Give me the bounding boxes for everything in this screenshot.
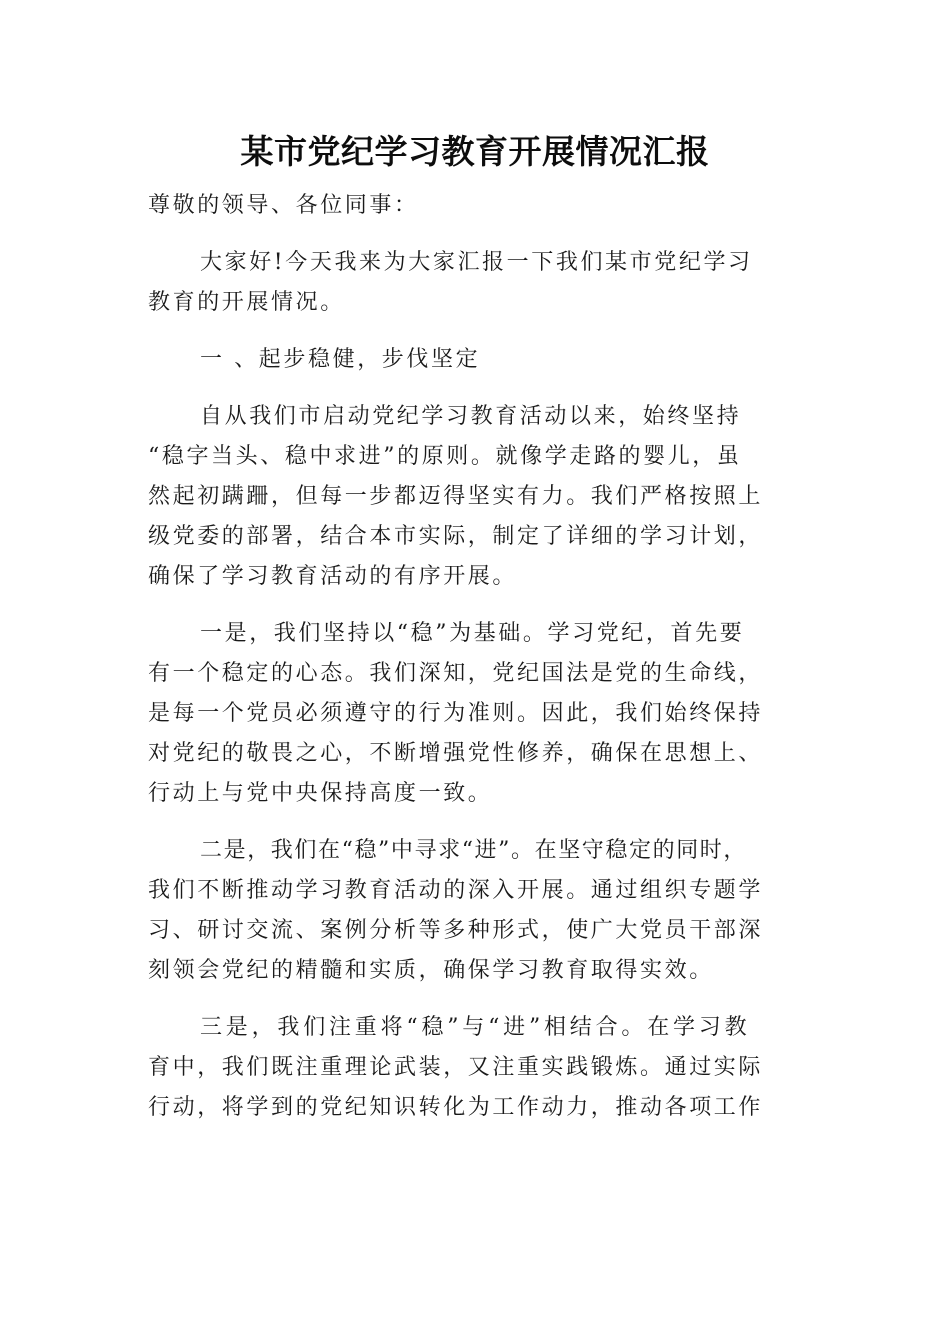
paragraph-line: 教育的开展情况。 [148, 290, 345, 315]
paragraph-line: 行动上与党中央保持高度一致。 [148, 781, 493, 806]
document-title: 某市党纪学习教育开展情况汇报 [240, 132, 710, 171]
paragraph-line: 级党委的部署，结合本市实际，制定了详细的学习计划， [148, 524, 764, 549]
paragraph-line: 是每一个党员必须遵守的行为准则。因此，我们始终保持 [148, 701, 764, 726]
document-body [148, 186, 808, 1128]
paragraph-line: 确保了学习教育活动的有序开展。 [148, 564, 518, 589]
paragraph-line: 我们不断推动学习教育活动的深入开展。通过组织专题学 [148, 878, 764, 903]
paragraph-line: 大家好!今天我来为大家汇报一下我们某市党纪学习 [200, 250, 753, 275]
paragraph-line: 习、研讨交流、案例分析等多种形式，使广大党员干部深 [148, 918, 764, 943]
paragraph-line: 二是，我们在“稳”中寻求“进”。在坚守稳定的同时， [200, 838, 747, 863]
paragraph-line: 行动，将学到的党纪知识转化为工作动力，推动各项工作 [148, 1095, 764, 1120]
paragraph-line: 自从我们市启动党纪学习教育活动以来，始终坚持 [200, 404, 742, 429]
paragraph-line: 然起初蹒跚，但每一步都迈得坚实有力。我们严格按照上 [148, 484, 764, 509]
paragraph-line: 对党纪的敬畏之心，不断增强党性修养，确保在思想上、 [148, 741, 764, 766]
section-heading: 一 、起步稳健，步伐坚定 [200, 347, 481, 372]
salutation-line: 尊敬的领导、各位同事： [148, 193, 419, 218]
paragraph-line: 有一个稳定的心态。我们深知，党纪国法是党的生命线， [148, 661, 764, 686]
paragraph-line: “稳字当头、稳中求进”的原则。就像学走路的婴儿，虽 [148, 444, 742, 469]
paragraph-line: 一是，我们坚持以“稳”为基础。学习党纪，首先要 [200, 621, 745, 646]
paragraph-line: 刻领会党纪的精髓和实质，确保学习教育取得实效。 [148, 958, 714, 983]
paragraph-line: 育中，我们既注重理论武装，又注重实践锻炼。通过实际 [148, 1055, 764, 1080]
paragraph-line: 三是，我们注重将“稳”与“进”相结合。在学习教 [200, 1015, 751, 1040]
